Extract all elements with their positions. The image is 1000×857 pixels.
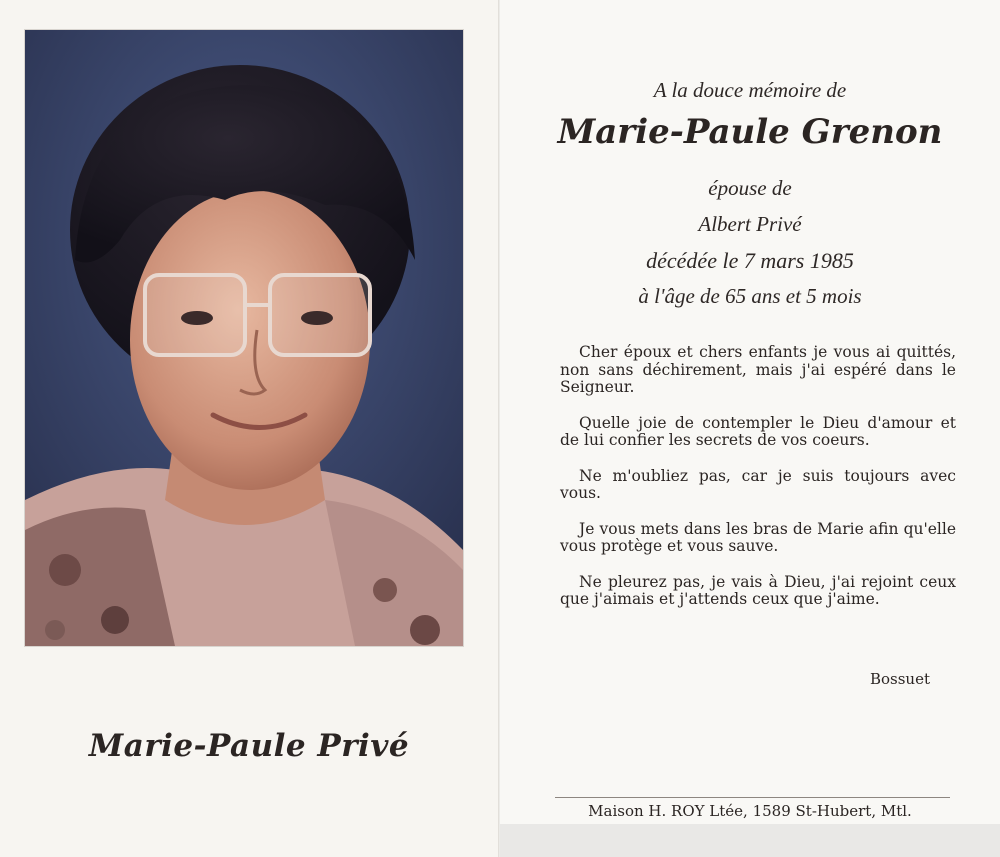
poem-stanza: Je vous mets dans les bras de Marie afin qu'elle vous protège et vous sauve.: [560, 519, 956, 555]
divider: [555, 797, 950, 798]
portrait-photo: [25, 30, 463, 646]
memorial-card-front: [0, 0, 499, 857]
scan-margin: [500, 824, 1000, 857]
printer-imprint: Maison H. ROY Ltée, 1589 St-Hubert, Mtl.: [588, 802, 912, 820]
death-date: décédée le 7 mars 1985: [646, 248, 854, 273]
spouse-name: Albert Privé: [698, 212, 802, 236]
age-at-death: à l'âge de 65 ans et 5 mois: [638, 284, 862, 308]
poem-author: Bossuet: [869, 670, 930, 688]
spouse-prefix: épouse de: [708, 176, 792, 200]
memory-line: A la douce mémoire de: [653, 78, 847, 102]
front-signature-name: Marie-Paule Privé: [88, 728, 410, 764]
poem-stanza: Ne m'oubliez pas, car je suis toujours avec vous.: [560, 466, 956, 502]
poem-stanza: Quelle joie de contempler le Dieu d'amour et de lui confier les secrets de vos coeurs.: [560, 413, 956, 449]
deceased-name: Marie-Paule Grenon: [557, 112, 943, 152]
poem: [560, 344, 956, 627]
poem-stanza: Ne pleurez pas, je vais à Dieu, j'ai rejoint ceux que j'aimais et j'attends ceux que j'aime.: [560, 572, 956, 608]
poem-stanza: Cher époux et chers enfants je vous ai quittés, non sans déchirement, mais j'ai espéré dans le Seigneur.: [560, 343, 956, 396]
